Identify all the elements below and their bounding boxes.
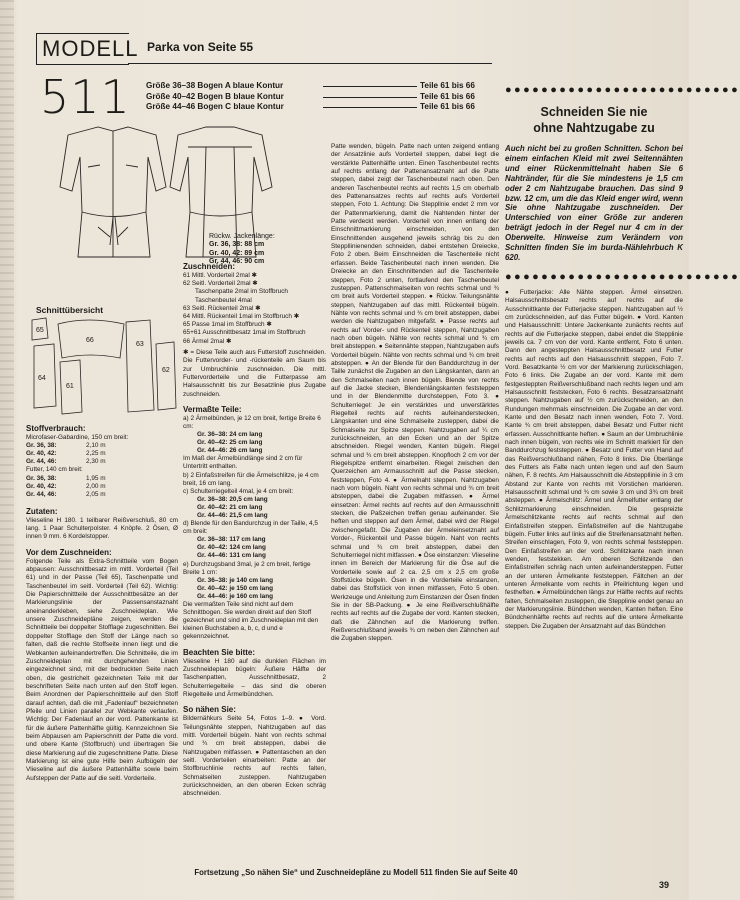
notions-text: Vlieseline H 180. 1 teilbarer Reißverschluß, 80 cm lang. 1 Paar Schulterpolster. 4 Knöpfe. 2 Ösen, Ø innen 9 mm. 6 Kordelstopper.	[26, 516, 178, 541]
size-row: Größe 36–38 Bogen A blaue Kontur Teile 61 bis 66	[146, 81, 475, 90]
lining-note: ✱ = Diese Teile auch aus Futterstoff zuschneiden. Die Futtervorder- und -rückenteile am Saum bis zur Umbruchlinie zuschneiden. Die mittl. Futtervorderteile und die Futterpasse am Halsausschnitt bis zur Besatzlinie plus Zugabe zuschneiden.	[183, 348, 326, 398]
part-item: 61 Mittl. Vorderteil 2mal ✱	[183, 272, 257, 279]
notice-heading: Beachten Sie bitte:	[183, 647, 256, 657]
lining-instructions: ● Futterjacke: Alle Nähte steppen. Ärmel einsetzen. Halsausschnittsbesatz rechts auf rechts auf die Ausschnittkante der Futterjacke steppen. Nahtzugaben auf ½ cm zurückschneiden, auf das Futter bügeln. ● Vord. Kanten und Halsausschnitt: Untere Jackenkante zunächts rechts auf rechts auf die Futterjacke steppen, dabei endet die Stepplinie jeweils ca. 7 cm von der vord. Kante entfernt, Foto 6 unten. Dann den angesteppten Halsausschnittbesatz und Futter rechts auf rechts auf den Halsausschnitt steppen, Foto 7. Vord. Besatzkante ½ cm vor der Markierung zurückschlagen, Foto 6 links. Die Zugabe an der vord. Kante mit dem festgesteppten Reißverschlußband nach rechts legen und am Halsausschnitt feststecken, Foto 6 rechts. Besatzansatznaht steppen. Nahtzugaben auf ½ cm zurückschneiden, an den Rundungen mehrmals einschneiden. Die Zugabe an der vord. Kante und den Besatz nach innen wenden, Foto 7. Vord. Kante ¾ cm breit absteppen, dabei Besatz und Futter nicht erfassen. Ausschnittkante heften. ● Saum an der Umbruchlinie nach innen bügeln, von rechts wie im Schnitt markiert für den Banddurchzug feststeppen. ● Besatz und Futter von Hand auf das Reißverschlußband nähen, Foto 8 links. Die Überlänge des Futters als Falte nach unten legen und auf den Saum nähen, F. 8 rechts. Am Halsausschnitt die Absteppllinie in 3 cm Abstand zur Kante von rechts mit Vorstichen markieren. Halsausschnitt schmal und ¾ cm sowie 3 cm und 3¾ cm breit absteppen. ● Ärmelschlitz: Ärmel und Ärmelfutter entlang der Schlitzmarkierung einschneiden. Die gespreizte Ärmelschlitzkante rechts auf rechts schmal auf den Einfaßstreifen steppen. Einfaßstreifen auf die Nahtzugabe bügeln. Futter links auf links auf die Streifenansatznaht heften. Streifen einschlagen, Foto 9, von rechts schmal feststeppen. Den Einfaßstreifen an der vord. Schlitzkante nach innen wenden, feststekken. Am oberen Schlitzende den Einfaßstreifen schräg nach unten aufeinandersteppen. Futter an der unteren Ärmelkante feststeppen. Fältchen an der unteren Ärmelkante vom rechts in Pfeilrichtung legen und festheften. ● Ärmelbündchen längs zur Hälfte rechts auf rechts falten, Schmalseiten zusteppen, die Stepplinie endet genau an der Markierungslinie. Bündchen wenden, Kanten heften. Eine Bündchenhälfte rechts auf rechts auf die untere Ärmelkante steppen. Die Zugaben der Ansatznaht auf das Bündchen	[505, 288, 683, 630]
part-item: 65 Passe 1mal im Stoffbruch ✱	[183, 321, 272, 329]
size-table	[146, 81, 496, 113]
pattern-overview-drawing	[28, 316, 178, 416]
dot-divider: ●●●●●●●●●●●●●●●●●●●●●●●●●●	[505, 84, 740, 96]
tip-title: Schneiden Sie nie ohne Nahtzugabe zu	[533, 105, 655, 135]
page-title: Parka von Seite 55	[147, 40, 254, 54]
pattern-label: 64	[38, 375, 46, 382]
continuation-note: Fortsetzung „So nähen Sie“ und Zuschneidepläne zu Modell 511 finden Sie auf Seite 40	[194, 868, 518, 877]
modell-label: MODELL	[42, 36, 139, 61]
header-rule	[128, 63, 492, 64]
binding-edge	[0, 0, 14, 900]
instructions-text: Patte wenden, bügeln. Patte nach unten zeigend entlang der Ansatzlinie aufs Vorderteil steppen, dabei liegt die verstärkte Pattenhälfte unten. Einen Taschenbeutel rechts auf rechts entlang der Pattenansatznaht auf die Patte steppen, dabei zeigt der Taschenbeutel nach oben. Den anderen Taschenbeutel rechts auf rechts 1,5 cm oberhalb des Pattenansatzes rechts auf rechts aufs Vorderteil steppen, Foto 1. Achtung: Die Steppllnie endet 2 mm vor der Pattenmarkierung, damit die Nahtenden hinter der Patte verdeckt werden. Vorderteil von innen entlang der Einschnittmarkierung einschneiden, von den Einschnittenden ausgehend jeweils schräg bis zu den Steppllinienenden schneiden, dabei entstehen Dreiecke, Foto 2 oben. Beim Einschneiden die Taschenteile nicht erfassen. Beide Taschenbeutel nach innen wenden. Die Dreiecke an den Einschnittenden auf die Taschenteile steppen, Foto 2 unten, fortlaufend den Taschenbeutel zusteppen. Pattenschmalseiten von rechts schmal und ¾ cm breit aufs Vorderteil steppen. ● Rückw. Teilungsnähte steppen, Nahtzugaben auf das mittl. Rückenteil bügeln. Nähte von rechts schmal und ¾ cm breit absteppen, dabei werden die Nahtzugaben mitgefaßt. ● Passe rechts auf rechts auf Vorder- und Rückenteil steppen, Nahtzugaben nach oben bügeln. Nähte von rechts schmal und ¾ cm breit absteppen. ● Seitennähte steppen, Nahtzugaben aufs Vorderteil bügeln. Nähte von rechts schmal und ¾ cm breit absteppen. ● An der Blende für den Banddurchzug in der Taille zunächst die Zugaben an den Längskanten, dann an den Schmalseiten nach innen bügeln. Blende von rechts auf die Jacke stecken, Blendenlängskanten feststeppen und in der Blendenmitte durchsteppen, Foto 3. ● Schulterriegel: Je ein verstärktes und unverstärktes Riegelteil rechts auf rechts aufeinanderstecken, Längskanten und eine Schmalseite zusteppen, dabei die Schmalseite zur Spitze steppen. Nahtzugaben auf ¼ cm zurückschneiden, an den Ecken und an der Spitze abschneiden. Riegel wenden, Kanten bügeln. Riegel schmal und ¾ cm breit absteppen. Knopfloch 2 cm vor der Riegelspitze entfernt einarbeiten. Riegel zwischen den Querzeichen am Armausschnitt auf die Passe stecken, feststeppen, Foto 4. ● Ärmelnaht steppen. Nahtzugaben nach vorn bügeln. Naht von rechts schmal und ¾ cm breit absteppen, dabei die Zugaben mitfassen. ● Ärmel einsetzen: Ärmel rechts auf rechts auf den Armausschnitt stecken, die Paßzeichen treffen genau aufeinander. Sie heften und steppen auf dem Ärmel, dabei wird der Riegel zwischengefaßt. Die Zugaben der Ärmeleinsetznaht auf Vorder-, Rückenteil und Passe bügeln. Naht von rechts schmal und ¾ cm breit absteppen, dabei den Schulterriegel nicht mitfassen. ● Öse einstanzen: Vlieseline innen im Bereich der Markierung für die Öse auf die Vorderteile sowie auf 2 ca. 2,5 cm x 2,5 cm große Stoffstücke bügeln. Ösen in die Vorderteile einstanzen, dabei das Stoffstück von innen mitfassen, Foto 5 oben. Werkzeuge und Anleitung zum Einstanzen der Ösen finden Sie in der SB-Packung. ● Je eine Reißverschlußhälfte rechts auf rechts auf die Zugabe der vord. Kanten stecken, daß die Zähnchen auf die Markierung treffen. Reißverschlußband jeweils ¾ cm neben den Zähnchen auf die Zugaben steppen.	[331, 143, 499, 643]
part-item: 66 Ärmel 2mal ✱	[183, 337, 232, 345]
column-instructions	[331, 143, 499, 644]
pattern-label: 61	[66, 383, 74, 390]
tip-text: Auch nicht bei zu großen Schnitten. Schon bei einem einfachen Kleid mit zwei Seitennähten und einer Rückenmittelnaht haben Sie 6 Nahtränder, für die Sie mindestens je 1,5 cm oder 2 cm Nahtzugabe brauchen. Das sind 9 bzw. 12 cm, um die das Kleid enger wird, wenn Sie ohne Nahtzugabe zuschneiden. Der Unterschied von einer Größe zur anderen beträgt jedoch in der Regel nur 4 cm in der Oberweite. Hinweise zum Verändern von Schnitten finden Sie im burda-Nählehrbuch K 620.	[505, 144, 683, 262]
dot-divider: ●●●●●●●●●●●●●●●●●●●●●●●●●●	[505, 270, 740, 283]
fabric-heading: Stoffverbrauch:	[26, 424, 86, 433]
model-number: 511	[40, 70, 131, 124]
pattern-label: 62	[162, 367, 170, 374]
measured-parts-heading: Vermaßte Teile:	[183, 404, 242, 414]
pattern-overview-title: Schnittübersicht	[36, 305, 104, 315]
size-row: Größe 40–42 Bogen B blaue Kontur Teile 61 bis 66	[146, 91, 475, 101]
cutting-heading: Zuschneiden:	[183, 262, 236, 271]
before-cutting-text: Folgende Teile als Extra-Schnittteile vom Bogen abpausen: Ausschnittbesatz im mittl. Vorderteil (Teil 61) und in der Passe (Teil 65), Taschenpatte und Taschenbeutel im seitl. Vorderteil (Teil 62). Wichtig: Die Papierschnittteile der Ausschnittbesätze an der Markierungslinie der Passensanstaznaht aneinanderkleben, siehe Zuschneideplan. Wie unsere Zuschneidepläne zeigen, werden die Schnittteile bei doppelter Stofflage zugeschnitten. Bei doppelter Stofflage den Stoff der Länge nach so falten, daß die rechte Stoffseite innen liegt und die Webkanten aufeinandertreffen. Die Schnitteile, die im Zuschneideplan mit durchgehenden Linien eingezeichnet sind, mit der bedruckten Seite nach oben, die gestrichelt gezeichneten Teile mit der beschrifteten Seite nach unten auf den Stoff legen. Beim Anordnen der Papierschnittteile auf den Stoff darauf achten, daß die mit „Fadenlauf“ bezeichneten Pfeile und Linien parallel zur Webkante verlaufen. Wichtig: Der Fadenlauf an der vord. Pattenkante ist für die äußere Pattenhälfte gültig. Kennzeichnen Sie beim Abpausen am Papierschnitt der Patte die vord. und obere Kante (Stoffbruch) und übertragen Sie diese Markierung auf die zugeschnittene Patte. Diese Markierung ist eine gute Hilfe beim Aufbügeln der Vlieseline auf die äußere Pattenhälfte sowie beim Aufsteppen der Patte auf die seitl. Vorderteile.	[26, 557, 178, 782]
column-cutting: Zuschneiden: 61 Mittl. Vorderteil 2mal ✱ 62 Seitl. Vorderteil 2mal ✱ Taschenpatte 2mal im Stoffbruch Taschenbeutel 4mal 63 Seitl. Rückenteil 2mal ✱ 64 Mittl. Rückenteil 1mal im Stoffbruch ✱ 65 Passe 1mal im Stoffbruch ✱ 65+61 Ausschnittbesatz 1mal im Stoffbruch 66 Ärmel 2mal ✱ ✱ = Diese Teile auch aus Futterstoff zuschneiden. Die Futtervorder- und -rückenteile am Saum bis zur Umbruchlinie zuschneiden. Die mittl. Futtervorderteile und die Futterpasse am Halsausschnitt bis zur Besatzlinie plus Zugabe zuschneiden. Vermaßte Teile: a) 2 Ärmelbünden, je 12 cm breit, fertige Breite 6 cm: Gr. 36–38: 24 cm lang Gr. 40–42: 25 cm lang Gr. 44–46: 26 cm lang Im Maß der Ärmelbündlänge sind 2 cm für Untertritt enthalten. b) 2 Einfaßstreifen für die Ärmelschlitze, je 4 cm breit, 16 cm lang. c) Schulterriegelteil 4mal, je 4 cm breit: Gr. 36–38: 20,5 cm lang Gr. 40–42: 21 cm lang Gr. 44–46: 21,5 cm lang d) Blende für den Bandurchzug in der Taille, 4,5 cm breit: Gr. 36–38: 117 cm lang Gr. 40–42: 124 cm lang Gr. 44–46: 131 cm lang e) Durchzugsband 3mal, je 2 cm breit, fertige Breite 1 cm: Gr. 36–38: je 140 cm lang Gr. 40–42: je 150 cm lang Gr. 44–46: je 160 cm lang Die vermaßten Teile sind nicht auf dem Schnittbogen. Sie werden direkt auf den Stoff gezeichnet und sind im Zuschneideplan mit den kleinen Buchstaben a, b, c, d und e gekennzeichnet. Beachten Sie bitte: Vlieseline H 180 auf die dunklen Flächen im Zuschneideplan bügeln: Äußere Hälfte der Taschenpatten, Ausschnittbesatz, 2 Schulterriegelteile – das sind die oberen Riegelteile und Ärmelbündchen. So nähen Sie: Bildernähkurs Seite 54, Fotos 1–9. ● Vord. Teilungsnähte steppen, Nahtzugaben auf das mittl. Vorderteil bügeln. Naht von rechts schmal und ¾ cm breit absteppen, dabei die Nahtzugaben mitfassen. ● Pattentaschen an den seitl. Vorderteilen einarbeiten: Patte an der Stoffbruchlinie rechts auf rechts falten, Schmalseiten zusteppen. Nahtzugaben zurückschneiden, an den oberen Ecken schräg abschneiden.	[183, 262, 326, 798]
part-item: Taschenpatte 2mal im Stoffbruch	[195, 288, 288, 296]
sewing-text: Bildernähkurs Seite 54, Fotos 1–9. ● Vord. Teilungsnähte steppen, Nahtzugaben auf das mittl. Vorderteil bügeln. Naht von rechts schmal und ¾ cm breit absteppen, dabei die Nahtzugaben mitfassen. ● Pattentaschen an den seitl. Vorderteilen einarbeiten: Patte an der Stoffbruchlinie rechts auf rechts falten, Schmalseiten zusteppen. Nahtzugaben zurückschneiden, an den oberen Ecken schräg abschneiden.	[183, 715, 326, 798]
part-item: Taschenbeutel 4mal	[195, 296, 252, 304]
part-item: 64 Mittl. Rückenteil 1mal im Stoffbruch ✱	[183, 313, 300, 321]
part-item: 62 Seitl. Vorderteil 2mal ✱	[183, 280, 258, 288]
part-item: 65+61 Ausschnittbesatz 1mal im Stoffbruch	[183, 329, 306, 337]
back-length: Rückw. Jackenlänge: Gr. 36, 38: 88 cm Gr. 40, 42: 89 cm Gr. 44, 46: 90 cm	[209, 233, 275, 266]
pattern-label: 63	[136, 341, 144, 348]
part-item: 63 Seitl. Rückenteil 2mal ✱	[183, 304, 261, 312]
size-row: Größe 44–46 Bogen C blaue Kontur Teile 61 bis 66	[146, 102, 475, 112]
notice-text: Vlieseline H 180 auf die dunklen Flächen im Zuschneideplan bügeln: Äußere Hälfte der Taschenpatten, Ausschnittbesatz, 2 Schulterriegelteile – das sind die oberen Riegelteile und Ärmelbündchen.	[183, 657, 326, 698]
pattern-label: 65	[36, 327, 44, 334]
page-number: 39	[659, 880, 670, 890]
notions-heading: Zutaten:	[26, 506, 58, 516]
pattern-label: 66	[86, 337, 94, 344]
before-cutting-heading: Vor dem Zuschneiden:	[26, 547, 112, 557]
tip-box	[505, 84, 740, 631]
column-materials: Stoffverbrauch: Microfaser-Gabardine, 150 cm breit: Gr. 36, 38: 2,10 m Gr. 40, 42: 2,25 m Gr. 44, 46: 2,30 m Futter, 140 cm breit: Gr. 36, 38: 1,95 m Gr. 40, 42: 2,00 m Gr. 44, 46: 2,05 m Zutaten: Vlieseline H 180. 1 teilbarer Reißverschluß, 80 cm lang. 1 Paar Schulterpolster. 4 Knöpfe. 2 Ösen, Ø innen 9 mm. 6 Kordelstopper. Vor dem Zuschneiden: Folgende Teile als Extra-Schnittteile vom Bogen abpausen: Ausschnittbesatz im mittl. Vorderteil (Teil 61) und in der Passe (Teil 65), Taschenpatte und Taschenbeutel im seitl. Vorderteil (Teil 62). Wichtig: Die Papierschnittteile der Ausschnittbesätze an der Markierungslinie der Passensanstaznaht aneinanderkleben, siehe Zuschneideplan. Wie unsere Zuschneidepläne zeigen, werden die Schnittteile bei doppelter Stofflage zugeschnitten. Bei doppelter Stofflage den Stoff der Länge nach so falten, daß die rechte Stoffseite innen liegt und die Webkanten aufeinandertreffen. Die Schnitteile, die im Zuschneideplan mit durchgehenden Linien eingezeichnet sind, mit der bedruckten Seite nach oben, die gestrichelt gezeichneten Teile mit der beschrifteten Seite nach unten auf den Stoff legen. Beim Anordnen der Papierschnittteile auf den Stoff darauf achten, daß die mit „Fadenlauf“ bezeichneten Pfeile und Linien parallel zur Webkante verlaufen. Wichtig: Der Fadenlauf an der vord. Pattenkante ist für die äußere Pattenhälfte gültig. Kennzeichnen Sie beim Abpausen am Papierschnitt der Patte die vord. und obere Kante (Stoffbruch) und übertragen Sie diese Markierung auf die zugeschnittene Patte. Diese Markierung ist eine gute Hilfe beim Aufbügeln der Vlieseline auf die äußere Pattenhälfte sowie beim Aufsteppen der Patte auf die seitl. Vorderteile.	[26, 424, 178, 782]
sewing-heading: So nähen Sie:	[183, 705, 236, 715]
